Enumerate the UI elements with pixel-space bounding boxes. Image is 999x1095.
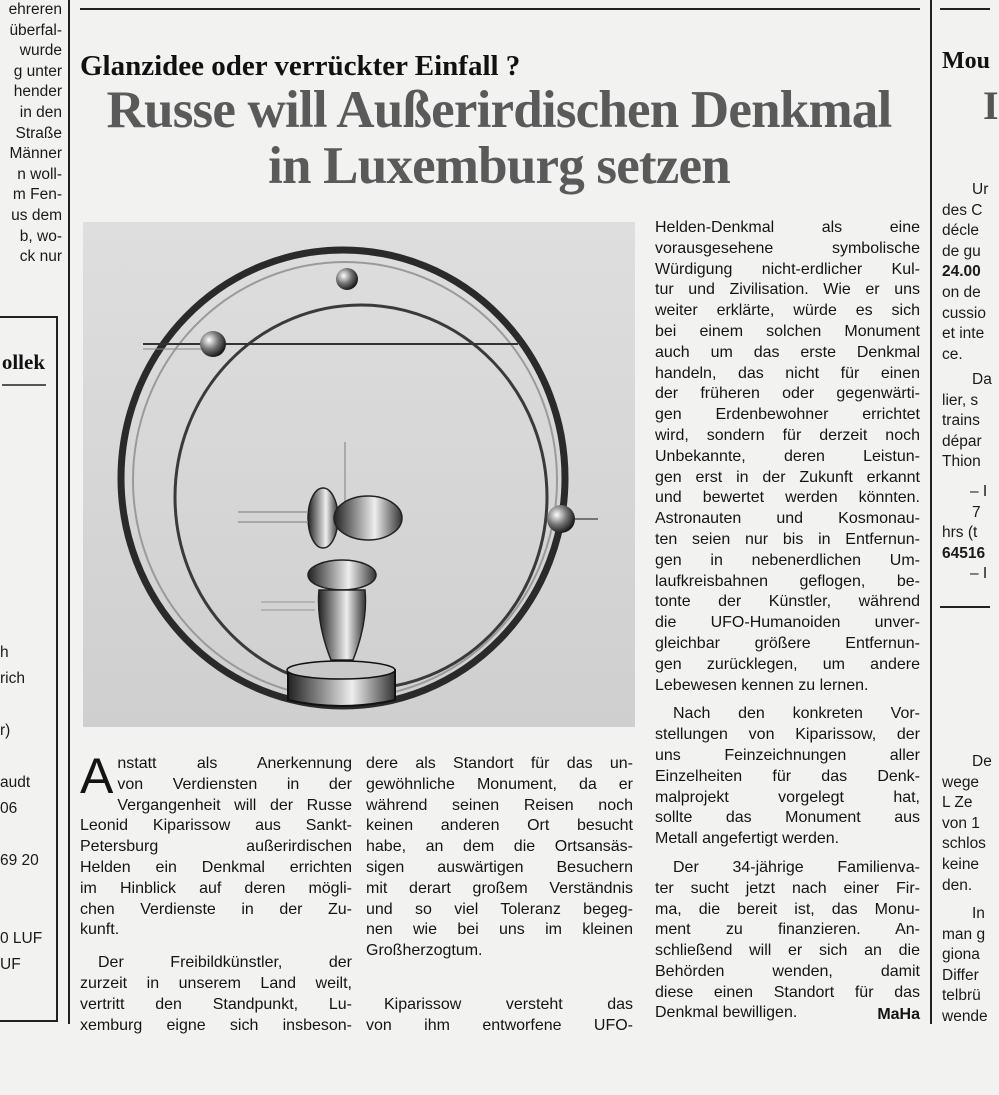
right-fragment-text-2 (942, 370, 990, 473)
article-headline (80, 82, 918, 194)
text-line: tonte der Künstler, während (655, 593, 920, 611)
right-column-rule (930, 0, 932, 1024)
text-line: lier, s (942, 391, 979, 409)
text-line: 7 (972, 503, 981, 521)
right-section-rule (940, 606, 990, 608)
text-line: gewöhnliche Monument, da er (366, 775, 633, 793)
right-fragment-text-1 (942, 180, 990, 365)
text-line: 24.00 (942, 263, 981, 281)
text-line: ce. (942, 345, 963, 363)
text-line: r) (0, 722, 11, 739)
text-line: Straße (15, 124, 62, 142)
text-line: wird, sondern für derzeit noch (655, 426, 920, 444)
text-line: habe, an dem die Ortsansäs- (366, 838, 633, 856)
text-line: Der Freibildkünstler, der (98, 954, 352, 972)
text-line: man g (942, 925, 986, 943)
text-line: g unter (13, 62, 62, 80)
text-line: Kiparissow versteht das (384, 995, 633, 1013)
text-line: Astronauten und Kosmonau- (655, 510, 920, 528)
text-line: ck nur (19, 248, 62, 266)
text-line: sollte das Monument aus (655, 809, 920, 827)
text-line: telbrü (942, 987, 981, 1005)
text-line (0, 692, 55, 718)
text-line: und bewertet werden könnten. (655, 489, 920, 507)
text-line: stellungen von Kiparissow, der (655, 726, 920, 744)
text-line: keine (942, 855, 980, 873)
ufo-monument-drawing (83, 222, 635, 727)
text-line: xemburg eigne sich insbeson- (80, 1016, 352, 1034)
text-line: chen Verdienste in der Zu- (80, 900, 352, 918)
text-line: trains (942, 412, 980, 430)
text-line: Petersburg außerirdischen (80, 838, 352, 856)
text-line: hender (13, 83, 62, 101)
text-line: in den (19, 103, 62, 121)
text-line: cussio (942, 304, 986, 322)
right-fragment-text-3 (942, 482, 990, 585)
article-column-3 (655, 218, 920, 1024)
text-line: 06 (0, 800, 18, 817)
text-line: – I (970, 483, 988, 500)
text-line: Helden ein Denkmal errichten (80, 858, 352, 876)
right-fragment-text-5 (942, 904, 990, 1028)
text-line: Würdigung nicht-erdlicher Kul- (655, 260, 920, 278)
left-box-underline (2, 384, 46, 386)
article-column-1 (80, 748, 352, 1036)
text-line: der früheren oder gegenwärti- (655, 385, 920, 403)
text-line: 69 20 (0, 852, 39, 869)
text-line: giona (942, 946, 980, 964)
text-line: Großherzogtum. (366, 942, 483, 960)
text-line: während seinen Reisen noch (366, 796, 633, 814)
text-line: uns Feinzeichnungen aller (655, 746, 920, 764)
dropcap: A (80, 748, 114, 804)
text-line: den. (942, 876, 973, 894)
text-line: wege (942, 773, 980, 791)
text-line: vertritt den Standpunkt, Lu- (80, 995, 352, 1013)
text-line: und so viel Toleranz begeg- (366, 900, 633, 918)
text-line: L Ze (942, 794, 973, 812)
text-line: sigen auswärtigen Besuchern (366, 858, 633, 876)
text-line: gen zurücklegen, um andere (655, 655, 920, 673)
text-line: ment zu finanzieren. An- (655, 921, 920, 939)
article-kicker: Glanzidee oder verrückter Einfall ? (80, 50, 521, 82)
text-line: diese einen Standort für das (655, 983, 920, 1001)
left-column-rule (68, 0, 70, 1024)
text-line: Metall angefertigt werden. (655, 830, 840, 848)
text-line: gen in nebenerdlichen Um- (655, 551, 920, 569)
headline-line: in Luxemburg setzen (268, 137, 730, 195)
text-line (0, 744, 55, 770)
text-line: von Verdiensten in der (117, 775, 352, 793)
text-line: kunft. (80, 921, 120, 939)
text-line: wende (942, 1007, 988, 1025)
text-line: im Hinblick auf deren mögli- (80, 879, 352, 897)
article-column-2 (366, 754, 633, 1037)
text-line: Behörden wenden, damit (655, 962, 920, 980)
right-fragment-title-2: I (983, 83, 999, 128)
left-box-bottom-rule (0, 1020, 58, 1022)
text-line: hrs (t (942, 524, 978, 542)
text-line: mit derart großem Verständnis (366, 879, 633, 897)
text-line: et inte (942, 325, 985, 343)
text-line: – I (970, 565, 988, 583)
text-line: die UFO-Humanoiden unver- (655, 614, 920, 632)
text-line: Denkmal bewilligen. (655, 1004, 798, 1022)
text-line: wurde (19, 42, 62, 60)
text-line: von ihm entworfene UFO- (366, 1016, 633, 1034)
text-line: des C (942, 201, 983, 219)
text-line: Leonid Kiparissow aus Sankt- (80, 817, 352, 835)
text-line: UF (0, 956, 21, 973)
text-line: Lebewesen kennen zu lernen. (655, 676, 869, 694)
text-line: gen erst in der Zukunft erkannt (655, 468, 920, 486)
text-line: dere als Standort für das un- (366, 755, 633, 772)
text-line: gen Erdenbewohner errichtet (655, 406, 920, 424)
text-line: weiter erklärte, würde es sich (655, 302, 920, 320)
text-line: De (972, 753, 992, 770)
text-line: ehreren (8, 1, 62, 18)
headline-line: Russe will Außerirdischen Denkmal (106, 81, 892, 139)
text-line: ten seien nur bis in Entfernun- (655, 530, 920, 548)
text-line: Differ (942, 966, 979, 984)
text-line: décle (942, 222, 980, 240)
text-line: auch um das erste Denkmal (655, 343, 920, 361)
text-line: zurzeit in unserem Land weilt, (80, 974, 352, 992)
text-line: Unbekannte, deren Leistun- (655, 447, 920, 465)
text-line: In (972, 905, 985, 922)
text-line: Vergangenheit will der Russe (117, 796, 352, 814)
text-line: 0 LUF (0, 930, 43, 947)
text-line: dépar (942, 432, 982, 450)
text-line: nen wie bei uns im kleinen (366, 921, 633, 939)
text-line: schlos (942, 835, 986, 853)
text-line: b, wo- (19, 227, 62, 245)
top-rule (80, 8, 920, 10)
text-line (0, 822, 55, 848)
text-line: Thion (942, 453, 981, 471)
text-line: ter sucht jetzt nach einer Fir- (655, 879, 920, 897)
text-line: vorausgesehene symbolische (655, 239, 920, 257)
text-line: gleichbar größere Entfernun- (655, 634, 920, 652)
text-line: nstatt als Anerkennung (117, 755, 352, 772)
text-line: Nach den konkreten Vor- (673, 705, 920, 723)
text-line: schließend will er sich an die (655, 942, 920, 960)
text-line (0, 874, 55, 900)
right-top-rule (940, 8, 990, 10)
monument-illustration (83, 222, 635, 727)
text-line: n woll- (17, 165, 62, 183)
text-line: laufkreisbahnen geflogen, be- (655, 572, 920, 590)
text-line: überfal- (9, 21, 62, 39)
right-fragment-title: Mou (942, 48, 990, 74)
text-line: rich (0, 670, 25, 687)
text-line (0, 900, 55, 926)
text-line: Da (972, 371, 992, 388)
text-line: bei einem solchen Monument (655, 322, 920, 340)
text-line: Männer (9, 145, 62, 163)
text-line: de gu (942, 242, 981, 260)
text-line: von 1 (942, 814, 980, 832)
text-line: Ur (972, 181, 989, 198)
author-signature: MaHa (877, 1006, 920, 1023)
text-line: handeln, das nicht für einen (655, 364, 920, 382)
right-fragment-text-4 (942, 752, 990, 896)
text-line: 64516 (942, 544, 986, 562)
text-line: us dem (11, 206, 62, 224)
text-line: Einzelheiten für das Denk- (655, 767, 920, 785)
text-line: Der 34-jährige Familienva- (673, 858, 920, 876)
left-box-title: ollek (1, 350, 45, 374)
text-line: m Fen- (12, 186, 62, 204)
left-box-right-rule (56, 316, 58, 1022)
text-line: audt (0, 774, 31, 791)
text-line: Helden-Denkmal als eine (655, 219, 920, 236)
left-box-text (0, 640, 55, 978)
text-line: malprojekt vorgelegt hat, (655, 788, 920, 806)
text-line: h (0, 644, 9, 661)
text-line: ma, die bereit ist, das Monu- (655, 900, 920, 918)
text-line: on de (942, 283, 981, 301)
text-line: tur und Zivilisation. Wie er uns (655, 281, 920, 299)
text-line: keinen anderen Ort besucht (366, 817, 633, 835)
left-box-top-rule (0, 316, 58, 318)
left-fragment-top (0, 0, 62, 268)
